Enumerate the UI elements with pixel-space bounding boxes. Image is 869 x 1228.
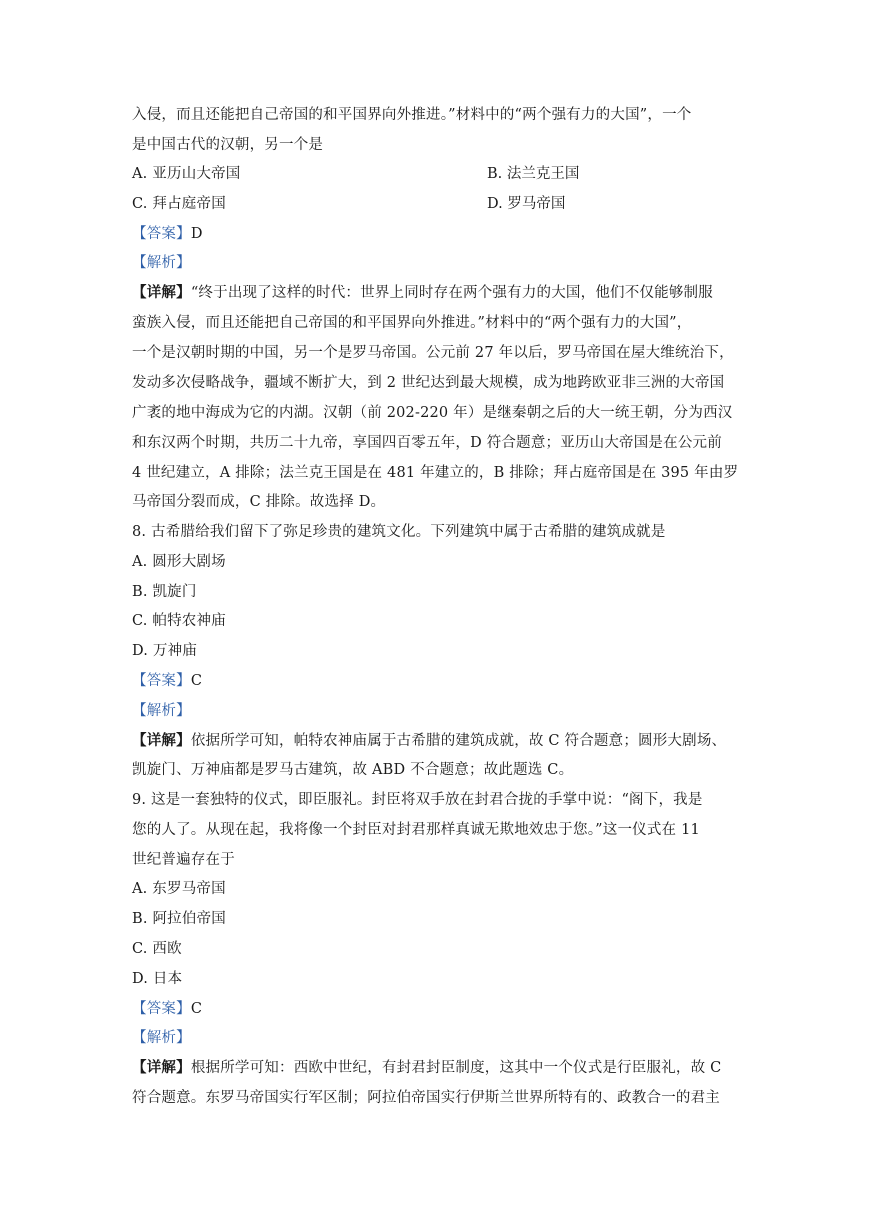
q9-detail-line: 符合题意。东罗马帝国实行军区制；阿拉伯帝国实行伊斯兰世界所特有的、政教合一的君主 bbox=[132, 1090, 720, 1106]
q7-detail-line: 马帝国分裂而成，C 排除。故选择 D。 bbox=[132, 494, 386, 510]
q7-option-a: A. 亚历山大帝国 bbox=[132, 166, 241, 182]
q9-option-c: C. 西欧 bbox=[132, 941, 182, 957]
q7-stem-line: 是中国古代的汉朝，另一个是 bbox=[132, 137, 324, 153]
answer-value: C bbox=[190, 1001, 203, 1017]
q9-detail-line: 【详解】根据所学可知：西欧中世纪，有封君封臣制度，这其中一个仪式是行臣服礼，故 C bbox=[132, 1059, 722, 1076]
q9-analysis-tag: 【解析】 bbox=[132, 1030, 191, 1046]
q7-detail-line: 4 世纪建立，A 排除；法兰克王国是在 481 年建立的，B 排除；拜占庭帝国是在 395 年由罗 bbox=[132, 465, 739, 481]
detail-tag: 【详解】 bbox=[132, 284, 191, 301]
answer-value: D bbox=[190, 226, 203, 242]
q8-analysis-tag: 【解析】 bbox=[132, 703, 191, 719]
q8-option-b: B. 凯旋门 bbox=[132, 584, 197, 600]
q8-option-c: C. 帕特农神庙 bbox=[132, 613, 226, 629]
q9-option-a: A. 东罗马帝国 bbox=[132, 881, 226, 897]
answer-value: C bbox=[190, 673, 203, 689]
q7-analysis-tag: 【解析】 bbox=[132, 255, 191, 271]
q8-option-d: D. 万神庙 bbox=[132, 643, 198, 659]
answer-tag: 【答案】 bbox=[132, 673, 191, 689]
q8-stem-line: 8. 古希腊给我们留下了弥足珍贵的建筑文化。下列建筑中属于古希腊的建筑成就是 bbox=[132, 524, 666, 540]
answer-tag: 【答案】 bbox=[132, 1001, 191, 1017]
q8-answer bbox=[132, 671, 202, 691]
q8-detail-line: 凯旋门、万神庙都是罗马古建筑，故 ABD 不合题意；故此题选 C。 bbox=[132, 762, 574, 778]
detail-tag: 【详解】 bbox=[132, 732, 191, 749]
q7-detail-line: 一个是汉朝时期的中国，另一个是罗马帝国。公元前 27 年以后，罗马帝国在屋大维统治下， bbox=[132, 345, 734, 361]
q9-stem-line: 9. 这是一套独特的仪式，即臣服礼。封臣将双手放在封君合拢的手掌中说：“阁下，我是 bbox=[132, 792, 703, 808]
q9-answer bbox=[132, 999, 202, 1019]
q7-stem-line: 入侵，而且还能把自己帝国的和平国界向外推进。”材料中的“两个强有力的大国”，一个 bbox=[132, 107, 692, 123]
q8-detail-line: 【详解】依据所学可知，帕特农神庙属于古希腊的建筑成就，故 C 符合题意；圆形大剧场、 bbox=[132, 732, 727, 749]
q9-option-d: D. 日本 bbox=[132, 971, 183, 987]
q9-option-b: B. 阿拉伯帝国 bbox=[132, 911, 226, 927]
q7-option-c: C. 拜占庭帝国 bbox=[132, 196, 226, 212]
q8-option-a: A. 圆形大剧场 bbox=[132, 554, 226, 570]
q7-detail-line: 广袤的地中海成为它的内湖。汉朝（前 202-220 年）是继秦朝之后的大一统王朝，分为西汉 bbox=[132, 405, 733, 421]
q7-option-d: D. 罗马帝国 bbox=[487, 196, 566, 212]
q7-option-b: B. 法兰克王国 bbox=[487, 166, 580, 182]
detail-tag: 【详解】 bbox=[132, 1059, 191, 1076]
q9-stem-line: 您的人了。从现在起，我将像一个封臣对封君那样真诚无欺地效忠于您。”这一仪式在 11 bbox=[132, 822, 700, 838]
q7-detail-line: 发动多次侵略战争，疆域不断扩大，到 2 世纪达到最大规模，成为地跨欧亚非三洲的大帝国 bbox=[132, 375, 725, 391]
q7-detail-line: 蛮族入侵，而且还能把自己帝国的和平国界向外推进。”材料中的“两个强有力的大国”， bbox=[132, 315, 692, 331]
q7-answer bbox=[132, 224, 203, 244]
q7-detail-line: 【详解】“终于出现了这样的时代：世界上同时存在两个强有力的大国，他们不仅能够制服 bbox=[132, 284, 713, 301]
q7-detail-line: 和东汉两个时期，共历二十九帝，享国四百零五年，D 符合题意；亚历山大帝国是在公元前 bbox=[132, 435, 722, 451]
q9-stem-line: 世纪普遍存在于 bbox=[132, 852, 235, 868]
answer-tag: 【答案】 bbox=[132, 226, 191, 242]
